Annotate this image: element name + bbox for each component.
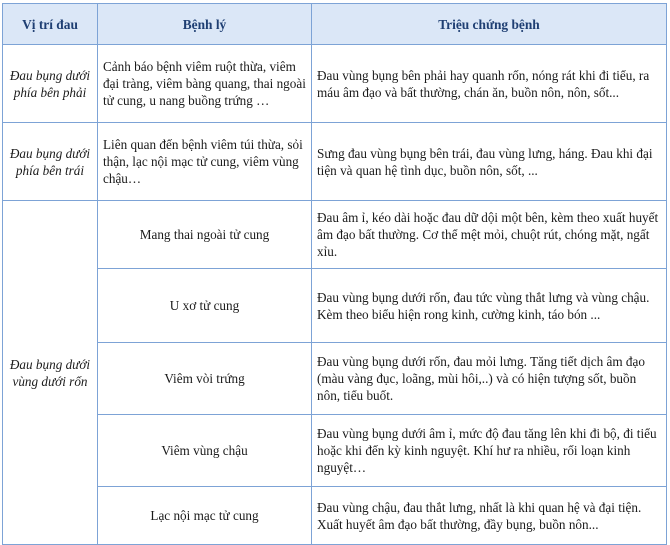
location-cell: Đau bụng dưới phía bên trái: [3, 123, 98, 201]
symptoms-cell: Đau vùng chậu, đau thắt lưng, nhất là khi quan hệ và đại tiện. Xuất huyết âm đạo bất thường, đầy bụng, buồn nôn...: [312, 487, 667, 545]
header-disease: Bệnh lý: [98, 4, 312, 45]
header-location: Vị trí đau: [3, 4, 98, 45]
symptoms-cell: Đau vùng bụng dưới âm ỉ, mức độ đau tăng lên khi đi bộ, đi tiểu hoặc khi đến kỳ kinh nguyệt. Khí hư ra nhiều, rối loạn kinh nguyệt…: [312, 415, 667, 487]
location-cell: Đau bụng dưới phía bên phải: [3, 45, 98, 123]
disease-cell: Viêm vùng chậu: [98, 415, 312, 487]
disease-cell: Liên quan đến bệnh viêm túi thừa, sỏi thận, lạc nội mạc tử cung, viêm vùng chậu…: [98, 123, 312, 201]
symptom-table: [2, 3, 667, 545]
symptoms-cell: Sưng đau vùng bụng bên trái, đau vùng lưng, háng. Đau khi đại tiện và quan hệ tình dục, buồn nôn, sốt, ...: [312, 123, 667, 201]
symptoms-cell: Đau vùng bụng dưới rốn, đau tức vùng thắt lưng và vùng chậu. Kèm theo biểu hiện rong kinh, cường kinh, táo bón ...: [312, 269, 667, 343]
header-symptoms: Triệu chứng bệnh: [312, 4, 667, 45]
table-row: [3, 123, 667, 201]
symptoms-cell: Đau vùng bụng bên phải hay quanh rốn, nóng rát khi đi tiểu, ra máu âm đạo và bất thường, chán ăn, buồn nôn, nôn, sốt...: [312, 45, 667, 123]
symptoms-cell: Đau âm ỉ, kéo dài hoặc đau dữ dội một bên, kèm theo xuất huyết âm đạo bất thường. Cơ thể mệt mỏi, chuột rút, chóng mặt, ngất xỉu.: [312, 201, 667, 269]
symptoms-cell: Đau vùng bụng dưới rốn, đau mỏi lưng. Tăng tiết dịch âm đạo (màu vàng đục, loãng, mùi hôi,..) và có hiện tượng sốt, buồn nôn, tiểu buốt.: [312, 343, 667, 415]
disease-cell: Viêm vòi trứng: [98, 343, 312, 415]
table-row: [3, 343, 667, 415]
disease-cell: Mang thai ngoài tử cung: [98, 201, 312, 269]
location-cell-group: Đau bụng dưới vùng dưới rốn: [3, 201, 98, 545]
disease-cell: U xơ tử cung: [98, 269, 312, 343]
table-row: [3, 487, 667, 545]
table-row: [3, 269, 667, 343]
disease-cell: Cảnh báo bệnh viêm ruột thừa, viêm đại tràng, viêm bàng quang, thai ngoài tử cung, u nang buồng trứng …: [98, 45, 312, 123]
table-row: [3, 415, 667, 487]
header-row: [3, 4, 667, 45]
disease-cell: Lạc nội mạc tử cung: [98, 487, 312, 545]
table-row: [3, 45, 667, 123]
table-row: [3, 201, 667, 269]
